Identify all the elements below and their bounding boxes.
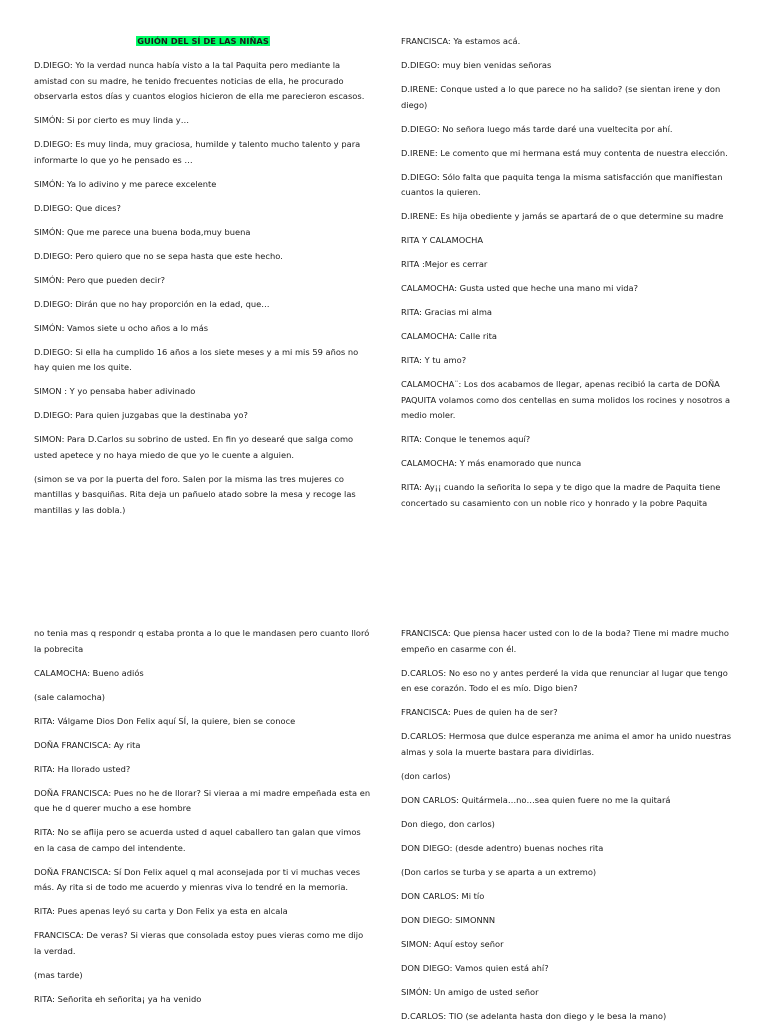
stage-direction: (don carlos) [401,770,451,781]
script-line: RITA: Conque le tenemos aquí? [401,434,531,444]
script-line: D.CARLOS: Hermosa que dulce esperanza me anima el amor ha unido nuestras almas y sola la muerte bastara para dividirlas. [401,731,732,757]
script-line: DOÑA FRANCISCA: Pues no he de llorar? Si vieraa a mi madre empeñada esta en que he d querer mucho a ese hombre [34,787,371,813]
stage-direction: (simon se va por la puerta del foro. Salen por la misma las tres mujeres co mantillas y basquiñas. Rita deja un pañuelo atado sobre la mesa y recoge las mantillas y las dobla.) [34,473,356,515]
page1-right-column [401,34,739,520]
script-line: RITA: Ha llorado usted? [34,763,131,774]
document-title: GUIÓN DEL SÍ DE LAS NIÑAS [137,36,269,46]
script-line: FRANCISCA: Pues de quien ha de ser? [401,707,558,717]
script-line: SIMÓN: Pero que pueden decir? [34,274,166,285]
script-line: RITA :Mejor es cerrar [401,259,488,269]
script-line: CALAMOCHA¨: Los dos acabamos de llegar, apenas recibió la carta de DOÑA PAQUITA volamos como dos centellas en suma molidos los rocines y nosotros a medio moler. [401,379,731,420]
script-line: D.DIEGO: muy bien venidas señoras [401,60,552,70]
script-line: DOÑA FRANCISCA: Ay rita [34,739,141,750]
script-line: D.DIEGO: Dirán que no hay proporción en la edad, que… [34,298,270,309]
script-line: SIMÓN: Un amigo de usted señor [401,986,539,997]
stage-direction: (sale calamocha) [34,691,106,702]
script-line: RITA: No se aflija pero se acuerda usted d aquel caballero tan galan que vimos en la casa de campo del intendente. [34,827,361,853]
script-line: SIMON: Para D.Carlos su sobrino de usted. En fin yo desearé que salga como usted apetece y no haya miedo de que yo le cuente a alguien. [34,434,354,460]
page2-right-column [401,626,739,1033]
script-line: CALAMOCHA: Gusta usted que heche una mano mi vida? [401,283,639,293]
script-line: D.DIEGO: No señora luego más tarde daré una vueltecita por ahí. [401,123,673,134]
script-line: CALAMOCHA: Bueno adiós [34,667,144,678]
script-line: D.DIEGO: Que dices? [34,202,121,213]
title-wrapper [34,34,372,50]
script-line: D.DIEGO: Para quien juzgabas que la destinaba yo? [34,410,248,420]
script-line: FRANCISCA: Que piensa hacer usted con lo de la boda? Tiene mi madre mucho empeño en casarme con él. [401,628,729,654]
script-line: DON CARLOS: Mi tío [401,890,485,901]
script-line: RITA: Válgame Dios Don Felix aquí SÍ, la quiere, bien se conoce [34,715,296,726]
script-line: DON DIEGO: Vamos quien está ahí? [401,962,549,973]
script-line: RITA: Y tu amo? [401,355,467,365]
script-line: D.DIEGO: Si ella ha cumplido 16 años a los siete meses y a mi mis 59 años no hay quien me los quite. [34,346,359,372]
script-line: D.CARLOS: TIO (se adelanta hasta don diego y le besa la mano) [401,1010,667,1021]
script-line: RITA: Gracias mi alma [401,307,493,317]
script-line: SIMON : Y yo pensaba haber adivinado [34,386,196,396]
script-line: no tenia mas q respondr q estaba pronta a lo que le mandasen pero cuanto lloró la pobrecita [34,628,370,654]
script-line: DON DIEGO: (desde adentro) buenas noches rita [401,842,604,853]
script-line: CALAMOCHA: Calle rita [401,331,497,341]
script-line: D.CARLOS: No eso no y antes perderé la vida que renunciar al lugar que tengo en ese corazón. Todo el es mío. Digo bien? [401,667,728,693]
script-line: FRANCISCA: Ya estamos acá. [401,36,521,46]
script-line: D.DIEGO: Es muy linda, muy graciosa, humilde y talento mucho talento y para informarte lo que yo he pensado es … [34,139,361,165]
script-line: CALAMOCHA: Y más enamorado que nunca [401,458,582,468]
script-line: RITA: Señorita eh señorita¡ ya ha venido [34,993,202,1004]
script-line: DOÑA FRANCISCA: Sí Don Felix aquel q mal aconsejada por ti vi muchas veces más. Ay rita si de todo me acuerdo y mienras viva lo tendré en la memoria. [34,866,361,892]
script-line: RITA: Pues apenas leyó su carta y Don Felix ya esta en alcala [34,906,288,916]
script-line: SIMON: Aquí estoy señor [401,938,504,949]
script-line: DON CARLOS: Quitármela…no…sea quien fuere no me la quitará [401,794,671,805]
script-line: FRANCISCA: De veras? Si vieras que consolada estoy pues vieras como me dijo la verdad. [34,930,364,956]
script-line: D.DIEGO: Sólo falta que paquita tenga la misma satisfacción que manifiestan cuantos la quieren. [401,171,723,197]
scene-heading: RITA Y CALAMOCHA [401,235,484,245]
script-line: D.DIEGO: Yo la verdad nunca había visto a la tal Paquita pero mediante la amistad con su madre, he tenido frecuentes noticias de ella, he procurado observarla estos días y cuantos elogios hicieron de ella me parecieron escasos. [34,60,365,101]
script-line: DON DIEGO: SIMONNN [401,914,496,925]
script-line: RITA: Ay¡¡ cuando la señorita lo sepa y te digo que la madre de Paquita tiene concertado su casamiento con un noble rico y honrado y la pobre Paquita [401,482,721,508]
page2-left-column [34,626,372,1016]
script-line: D.IRENE: Es hija obediente y jamás se apartará de o que determine su madre [401,211,724,221]
script-line: SIMÓN: Vamos siete u ocho años a lo más [34,322,209,333]
script-line: SIMÓN: Si por cierto es muy linda y… [34,115,190,125]
page1-left-column [34,34,372,527]
script-line: D.IRENE: Le comento que mi hermana está muy contenta de nuestra elección. [401,147,728,158]
script-line: D.IRENE: Conque usted a lo que parece no ha salido? (se sientan irene y don diego) [401,84,721,110]
stage-direction: (mas tarde) [34,969,83,980]
stage-direction: Don diego, don carlos) [401,818,495,829]
script-line: D.DIEGO: Pero quiero que no se sepa hasta que este hecho. [34,250,283,261]
script-line: SIMÓN: Que me parece una buena boda,muy buena [34,226,251,237]
stage-direction: (Don carlos se turba y se aparta a un extremo) [401,866,597,877]
script-line: SIMÓN: Ya lo adivino y me parece excelente [34,178,217,189]
